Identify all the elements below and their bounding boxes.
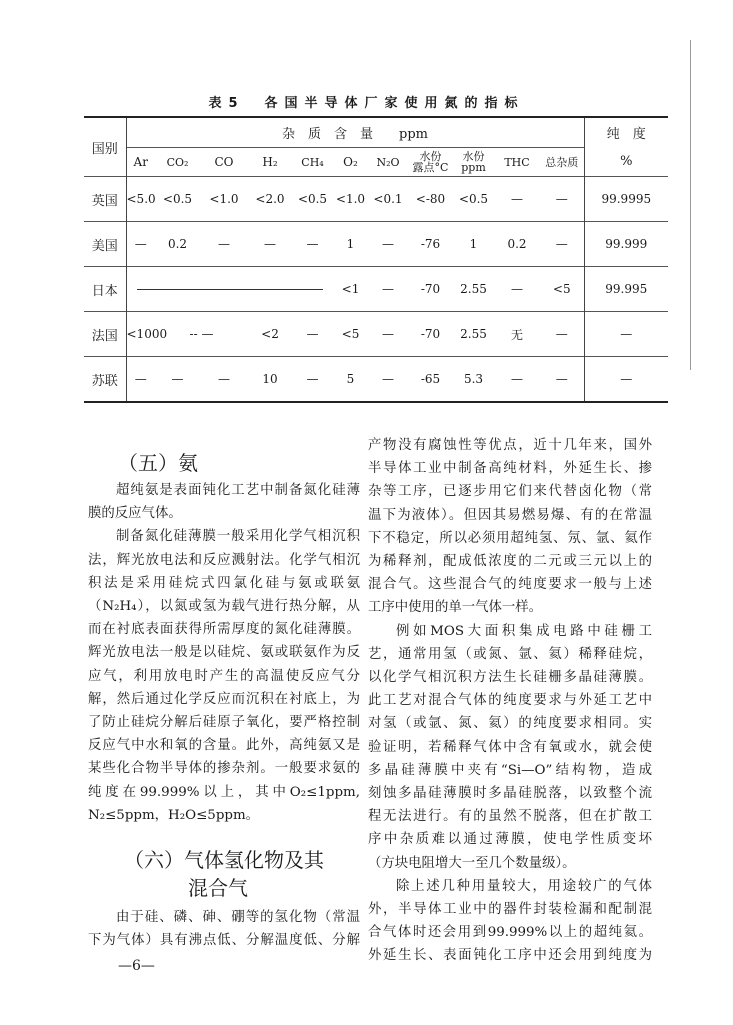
cell-value: — [494,267,540,312]
cell-value: — [292,222,333,267]
header-col-2: CO [200,148,248,177]
cell-value: <1000 [126,312,155,357]
text-line: （N₂H₄），以氮或氢为载气进行热分解，从 [88,599,360,615]
cell-value: -70 [408,312,453,357]
table-title: 表5 各国半导体厂家使用氮的指标 [208,96,525,111]
text-line: 制备氮化硅薄膜一般采用化学气相沉积 [116,529,360,545]
scan-edge-line [690,40,691,370]
text-line: 膜的反应气体。 [88,506,182,522]
text-line: 半导体工业中制备高纯材料，外延生长、掺 [368,461,652,477]
text-line: 外，半导体工业中的器件封装检漏和配制混 [368,902,652,918]
text-line: （方块电阻增大一至几个数量级）。 [368,855,576,871]
cell-value: <0.1 [368,177,408,222]
table-row [84,267,668,312]
cell-value: — [200,357,248,403]
cell-value: — [494,357,540,403]
cell-value: <5 [540,267,584,312]
section-heading-ammonia: （五）氨 [118,451,198,475]
text-line: 积法是采用硅烷式四氯化硅与氨或联氨 [88,575,360,591]
cell-value: <2.0 [248,177,292,222]
cell-value: -65 [408,357,453,403]
cell-value: 2.55 [453,312,494,357]
right-column [368,434,652,968]
row-purity: 99.999 [584,222,668,267]
text-line: 超纯氨是表面钝化工艺中制备氮化硅薄 [116,483,360,498]
cell-value: <5 [333,312,368,357]
cell-value: -70 [408,267,453,312]
text-line: 下为气体）具有沸点低、分解温度低、分解 [88,933,360,949]
cell-value: — [540,357,584,403]
text-line: 工序中使用的单一气体一样。 [368,600,543,616]
cell-value: — [368,357,408,403]
nitrogen-spec-table [84,116,668,403]
cell-value: 5.3 [453,357,494,403]
table-row [84,312,668,357]
text-line: 多晶硅薄膜中夹有“Si—O”结构物，造成 [368,762,652,778]
cell-value: 0.2 [494,222,540,267]
text-line: 序中杂质难以通过薄膜，使电学性质变坏 [368,832,652,848]
section-heading-hydrides-line2: 混合气 [188,876,248,900]
cell-value: <1 [333,267,368,312]
cell-value: <-80 [408,177,453,222]
cell-value: — [368,267,408,312]
header-col-3: H₂ [248,148,292,177]
left-column [88,479,360,827]
span-dash-line [126,267,333,312]
header-col-10: 总杂质 [540,148,584,177]
text-line: 混合气。这些混合气的纯度要求一般与上述 [368,577,652,593]
text-line: 反应气中水和氧的含量。此外，高纯氨又是 [88,738,360,754]
cell-value: — [292,312,333,357]
cell-value: — [368,312,408,357]
cell-value: -- — [155,312,248,357]
text-line: 艺，通常用氢（或氮、氩、氦）稀释硅烷， [368,646,652,662]
header-col-4: CH₄ [292,148,333,177]
cell-value: <0.5 [292,177,333,222]
header-col-8: 水份 ppm [453,148,494,177]
section-heading-hydrides-line1: （六）气体氢化物及其 [124,848,324,872]
header-purity: 纯 度 [606,127,646,143]
cell-value: 5 [333,357,368,403]
cell-value: -76 [408,222,453,267]
text-line: 法，辉光放电法和反应溅射法。化学气相沉 [88,552,360,568]
header-col-5: O₂ [333,148,368,177]
cell-value: <5.0 [126,177,155,222]
table-row [84,357,668,403]
text-line: 下不稳定，所以必须用超纯氢、氖、氩、氦作 [368,530,652,546]
cell-value: 10 [248,357,292,403]
cell-value: 0.2 [155,222,200,267]
text-line: N₂≤5ppm，H₂O≤5ppm。 [88,807,260,823]
header-col-9: THC [494,148,540,177]
text-line: 对氢（或氩、氮、氦）的纯度要求相同。实 [368,716,652,732]
text-line: 了防止硅烷分解后硅原子氧化，要严格控制 [88,715,360,731]
header-impurity: 杂 质 含 量 ppm [126,117,584,148]
text-line: 以化学气相沉积方法生长硅栅多晶硅薄膜。 [368,670,652,686]
row-purity: — [584,312,668,357]
row-country: 苏联 [84,357,126,403]
cell-value: <1.0 [200,177,248,222]
text-line: 解，然后通过化学反应而沉积在衬底上，为 [88,691,360,707]
row-country: 日本 [84,267,126,312]
cell-value: 1 [453,222,494,267]
text-line: 而在衬底表面获得所需厚度的氮化硅薄膜。 [88,622,360,638]
text-line: 辉光放电法一般是以硅烷、氨或联氨作为反 [88,645,360,661]
cell-value: — [540,177,584,222]
cell-value: <1.0 [333,177,368,222]
table-row [84,177,668,222]
text-line: 刻蚀多晶硅薄膜时多晶硅脱落，以致整个流 [368,786,652,802]
text-line: 产物没有腐蚀性等优点，近十几年来，国外 [368,438,652,453]
cell-value: <2 [248,312,292,357]
cell-value: — [126,357,155,403]
text-line: 温下为液体）。但因其易燃易爆、有的在常温 [368,507,652,523]
cell-value: 1 [333,222,368,267]
header-col-0: Ar [126,148,155,177]
text-line: 程无法进行。有的虽然不脱落，但在扩散工 [368,809,652,825]
text-line: 验证明，若稀释气体中含有氧或水，就会使 [368,739,652,755]
row-purity: — [584,357,668,403]
page-number: —6— [118,958,155,974]
header-purity-unit: % [620,154,633,170]
header-col-1: CO₂ [155,148,200,177]
cell-value: — [368,222,408,267]
header-col-6: N₂O [368,148,408,177]
cell-value: — [540,312,584,357]
cell-value: — [126,222,155,267]
cell-value: — [200,222,248,267]
text-line: 除上述几种用量较大，用途较广的气体 [396,878,652,894]
dash-line [137,289,323,290]
table-row [84,222,668,267]
row-country: 英国 [84,177,126,222]
header-col-7: 水份 露点°C [408,148,453,177]
text-line: 应气，利用放电时产生的高温使反应气分 [88,668,360,684]
cell-value: 2.55 [453,267,494,312]
row-purity: 99.9995 [584,177,668,222]
row-purity: 99.995 [584,267,668,312]
text-line: 由于硅、磷、砷、硼等的氢化物（常温 [116,910,360,925]
cell-value: — [248,222,292,267]
text-line: 外延生长、表面钝化工序中还会用到纯度为 [368,948,652,964]
cell-value: — [494,177,540,222]
cell-value: — [292,357,333,403]
cell-value: <0.5 [453,177,494,222]
header-country: 国别 [91,141,118,157]
text-line: 例如MOS大面积集成电路中硅栅工 [396,623,652,639]
cell-value: 无 [494,312,540,357]
text-line: 某些化合物半导体的掺杂剂。一般要求氨的 [88,761,360,777]
row-country: 美国 [84,222,126,267]
cell-value: <0.5 [155,177,200,222]
row-country: 法国 [84,312,126,357]
text-line: 此工艺对混合气体的纯度要求与外延工艺中 [368,693,652,709]
text-line: 合气体时还会用到99.999%以上的超纯氦。 [368,925,652,941]
text-line: 纯度在99.999%以上，其中O₂≤1ppm, [88,784,360,800]
text-line: 为稀释剂，配成低浓度的二元或三元以上的 [368,554,652,570]
left-column-tail [88,906,360,952]
cell-value: — [540,222,584,267]
text-line: 杂等工序，已逐步用它们来代替卤化物（常 [368,484,652,500]
cell-value: — [155,357,200,403]
